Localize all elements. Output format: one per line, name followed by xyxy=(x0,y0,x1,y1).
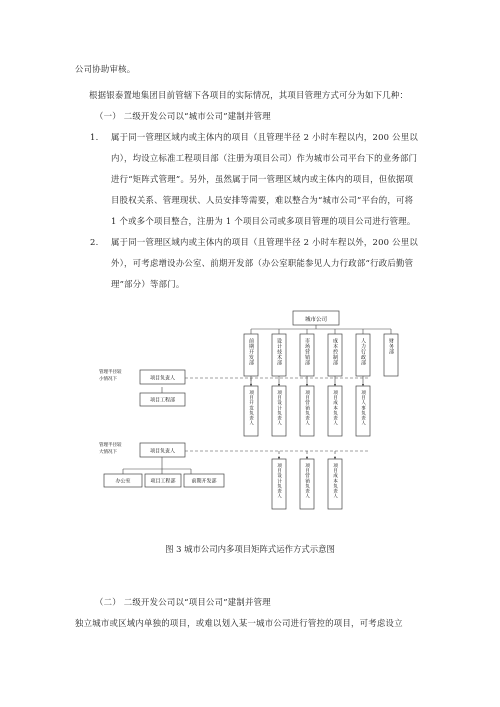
department-box xyxy=(356,334,370,376)
department-box xyxy=(384,334,398,376)
group2-office-box xyxy=(104,474,142,487)
list-item-1-line-2: 内），均设立标准工程项目部（注册为项目公司）作为城市公司平台下的业务部门 xyxy=(111,153,418,163)
paragraph-project-company: 独立城市或区域内单独的项目，或难以划入某一城市公司进行管控的项目，可考虑设立 xyxy=(75,618,403,628)
project-lead-box xyxy=(244,386,258,436)
group1-engineering-box xyxy=(140,393,185,406)
group2-engineering-box xyxy=(145,474,181,487)
project-lead-box xyxy=(328,459,342,509)
group2-predevelopment-box xyxy=(184,474,224,487)
list-number-2: 2. xyxy=(90,237,99,247)
svg-text:项目负责人: 项目负责人 xyxy=(149,448,176,455)
figure-caption: 图 3 城市公司内多项目矩阵式运作方式示意图 xyxy=(165,544,335,554)
svg-text:项目设计负责人: 项目设计负责人 xyxy=(276,463,282,499)
list-item-1-line-1: 属于同一管理区域内或主体内的项目（且管理半径 2 小时车程以内，200 公里以 xyxy=(111,132,419,142)
org-chart xyxy=(0,300,500,535)
heading-city-company: （一） 二级开发公司以“城市公司”建制并管理 xyxy=(95,111,271,121)
list-item-1-line-4: 目股权关系、管理现状、人员安排等需要，难以整合为“城市公司”平台的，可将 xyxy=(111,195,414,205)
svg-text:成本控制部: 成本控制部 xyxy=(332,338,338,366)
department-box xyxy=(300,334,314,376)
svg-text:办公室: 办公室 xyxy=(115,478,131,485)
svg-text:大情况下: 大情况下 xyxy=(99,450,117,455)
project-lead-box xyxy=(300,459,314,509)
list-item-1-line-5: 1 个或多个项目整合，注册为 1 个项目公司或多项目管理的项目公司进行管理。 xyxy=(111,216,416,226)
svg-text:项目工程部: 项目工程部 xyxy=(150,478,176,485)
svg-text:管理半径较: 管理半径较 xyxy=(99,443,122,448)
svg-text:设计技术部: 设计技术部 xyxy=(276,338,282,366)
svg-text:项目营销负责人: 项目营销负责人 xyxy=(304,463,310,499)
project-lead-box xyxy=(272,386,286,436)
svg-text:项目工程部: 项目工程部 xyxy=(149,397,176,404)
svg-text:项目人事负责人: 项目人事负责人 xyxy=(360,390,366,426)
svg-text:项目开发负责人: 项目开发负责人 xyxy=(248,390,254,426)
svg-text:项目成本负责人: 项目成本负责人 xyxy=(332,463,338,499)
svg-text:城市公司: 城市公司 xyxy=(304,317,328,323)
group2-manager-box xyxy=(140,443,185,457)
svg-text:项目设计负责人: 项目设计负责人 xyxy=(276,390,282,426)
svg-text:管理半径较: 管理半径较 xyxy=(99,370,122,375)
department-row xyxy=(244,334,398,376)
paragraph-project-types: 根据银泰置地集团目前管辖下各项目的实际情况，其项目管理方式可分为如下几种： xyxy=(89,90,409,100)
paragraph-intro-end: 公司协助审核。 xyxy=(75,64,136,74)
group2-lead-row xyxy=(272,459,342,509)
svg-text:项目成本负责人: 项目成本负责人 xyxy=(332,390,338,426)
group1-lead-row xyxy=(244,386,370,436)
list-item-2-line-3: 理”部分）等部门。 xyxy=(111,279,185,289)
group1-manager-box xyxy=(140,370,185,384)
svg-text:前期开发部: 前期开发部 xyxy=(248,338,254,366)
group1-note xyxy=(99,368,122,382)
project-lead-box xyxy=(300,386,314,436)
svg-text:前期开发部: 前期开发部 xyxy=(191,478,217,485)
group2-note xyxy=(99,441,122,455)
department-box xyxy=(244,334,258,376)
svg-text:财务部: 财务部 xyxy=(388,338,394,355)
department-box xyxy=(272,334,286,376)
svg-text:市场营销部: 市场营销部 xyxy=(304,338,310,366)
svg-text:项目负责人: 项目负责人 xyxy=(149,375,176,382)
svg-text:人力行政部: 人力行政部 xyxy=(360,338,366,366)
project-lead-box xyxy=(328,386,342,436)
heading-project-company: （二） 二级开发公司以“项目公司”建制并管理 xyxy=(95,597,271,607)
department-box xyxy=(328,334,342,376)
project-lead-box xyxy=(356,386,370,436)
svg-text:小情况下: 小情况下 xyxy=(99,377,117,382)
org-root-box xyxy=(293,311,339,325)
svg-text:项目营销负责人: 项目营销负责人 xyxy=(304,390,310,426)
list-item-1-line-3: 进行“矩阵式管理”。另外，虽然属于同一管理区域内或主体内的项目，但依据项 xyxy=(111,174,414,184)
list-item-2-line-2: 外），可考虑增设办公室、前期开发部（办公室职能参见人力行政部“行政后勤管 xyxy=(111,258,414,268)
project-lead-box xyxy=(272,459,286,509)
list-number-1: 1. xyxy=(90,132,99,142)
list-item-2-line-1: 属于同一管理区域内或主体内的项目（且管理半径 2 小时车程以外，200 公里以 xyxy=(111,237,419,247)
